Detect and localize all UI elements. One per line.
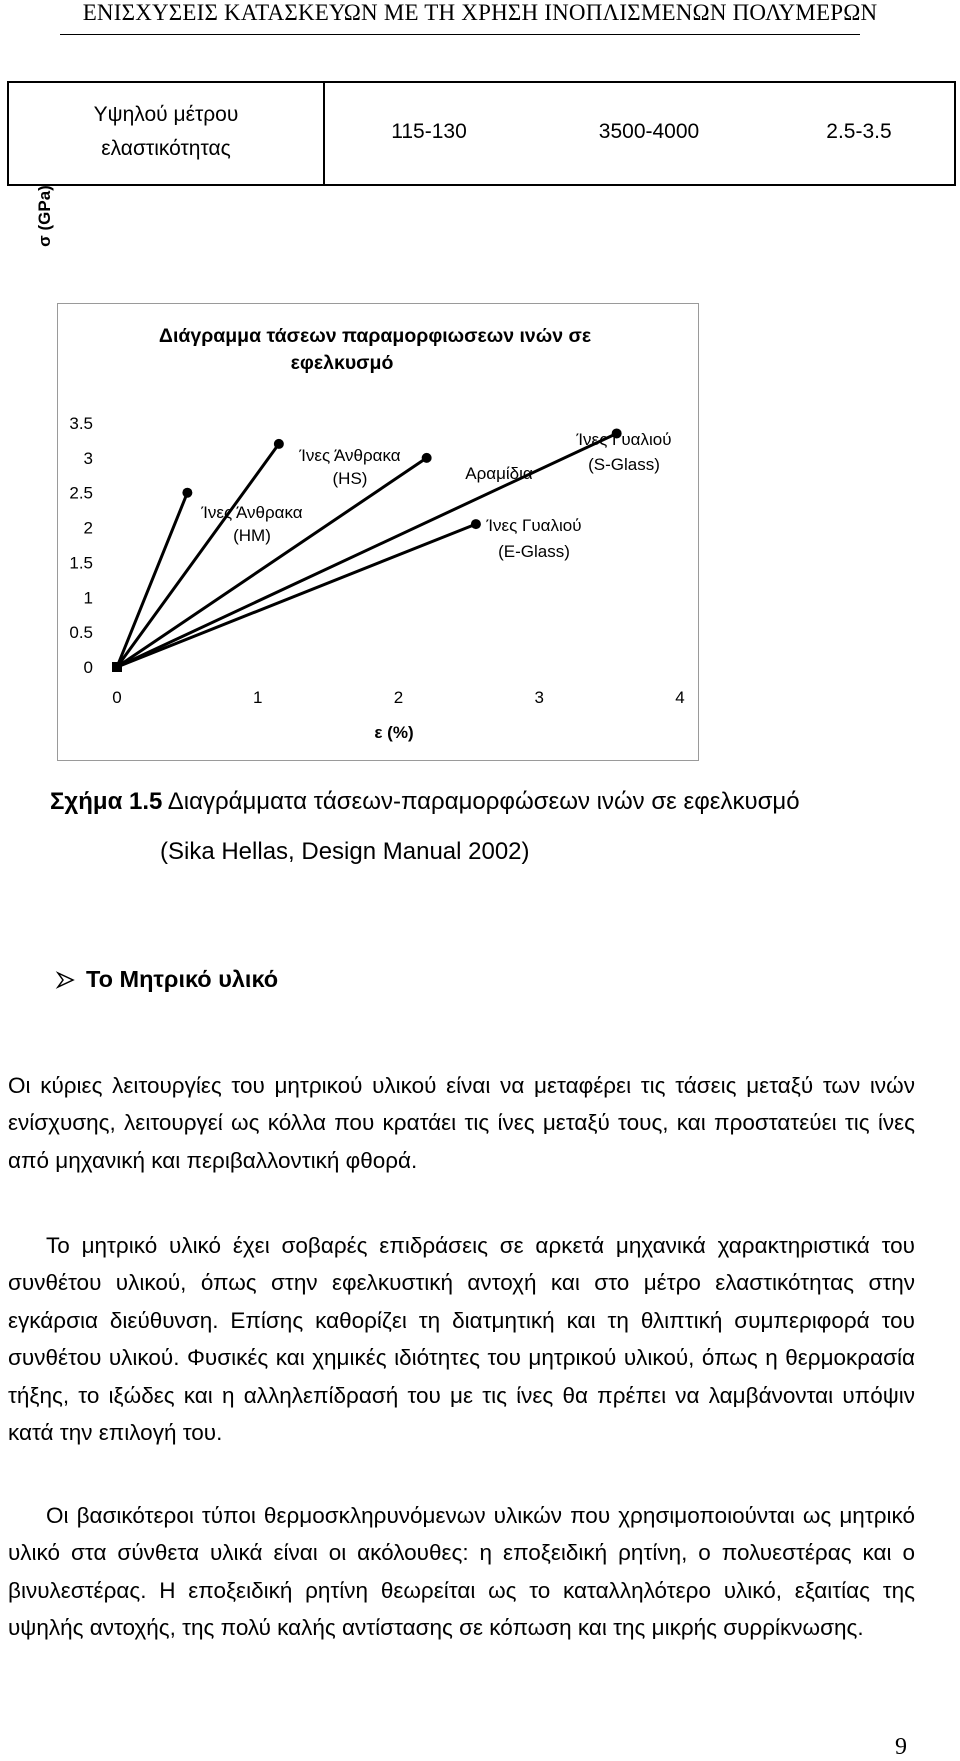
table-cell-ultimate-strain: 2.5-3.5 [826, 120, 892, 143]
chart-x-ticks [112, 688, 684, 707]
paragraph-1: Οι κύριες λειτουργίες του μητρικού υλικού είναι να μεταφέρει τις τάσεις μεταξύ των ινών ενίσχυσης, λειτουργεί ως κόλλα που κρατάει τις ίνες μεταξύ τους, και προστατεύει τις ίνες από μηχανική και περιβαλλοντική φθορά. [8, 1073, 915, 1173]
figure-caption-text: Διαγράμματα τάσεων-παραμορφώσεων ινών σε εφελκυσμό [167, 788, 800, 815]
x-tick-label: 0 [112, 688, 122, 707]
y-tick-label: 2 [83, 518, 93, 538]
paragraph-3: Οι βασικότεροι τύποι θερμοσκληρυνόμενων υλικών που χρησιμοποιούνται ως μητρικό υλικό στα σύνθετα υλικά είναι οι ακόλουθες: η εποξειδική ρητίνη, ο πολυεστέρας και ο βινυλεστέρας. Η εποξειδική ρητίνη θεωρείται ως το καταλληλότερο υλικό, εξαιτίας της υψηλής αντοχής, της πολύ καλής αντίστασης σε κόπωση και της μικρής συρρίκνωσης. [8, 1503, 915, 1641]
y-tick-label: 0 [83, 658, 93, 677]
y-tick-label: 3.5 [69, 414, 93, 433]
section-bullet-icon [56, 970, 76, 995]
y-tick-label: 1.5 [69, 553, 93, 573]
series-label-line1: Ίνες Άνθρακα [299, 446, 401, 465]
series-end-marker [182, 488, 192, 498]
series-label-line1: Ίνες Γυαλιού [486, 516, 582, 535]
y-tick-label: 0.5 [69, 623, 93, 643]
series-line [117, 493, 187, 667]
table-label-line1: Υψηλού μέτρου [93, 103, 239, 126]
y-tick-label: 3 [83, 448, 93, 468]
series-end-marker [274, 439, 284, 449]
chart-y-ticks [69, 414, 93, 677]
x-tick-label: 1 [253, 688, 263, 707]
series-label-line2: (HS) [332, 469, 368, 488]
chart-x-axis-label: ε (%) [374, 723, 414, 742]
table-cell-label [9, 83, 325, 184]
series-label-line2: (HM) [233, 526, 271, 545]
x-tick-label: 3 [534, 688, 544, 707]
section-title: Το Μητρικό υλικό [86, 966, 279, 992]
table-cell-tensile-modulus: 115-130 [391, 120, 467, 143]
series-label-line2: (E-Glass) [498, 542, 570, 561]
figure-caption [50, 788, 800, 816]
chart-title-line1: Διάγραμμα τάσεων παραμορφιωσεων ινών σε [158, 325, 592, 347]
series-start-marker [112, 662, 122, 672]
table-label-line2: ελαστικότητας [101, 137, 231, 160]
figure-source: (Sika Hellas, Design Manual 2002) [160, 838, 530, 865]
x-tick-label: 2 [393, 688, 404, 707]
properties-table-row [7, 81, 956, 186]
header-rule [60, 34, 860, 35]
table-cell-tensile-strength: 3500-4000 [598, 120, 700, 143]
figure-caption-label: Σχήμα 1.5 [50, 788, 163, 815]
y-tick-label: 2.5 [69, 483, 93, 503]
running-header: ΕΝΙΣΧΥΣΕΙΣ ΚΑΤΑΣΚΕΥΩΝ ΜΕ ΤΗ ΧΡΗΣΗ ΙΝΟΠΛΙΣΜΕΝΩΝ ΠΟΛΥΜΕΡΩΝ [82, 0, 878, 25]
series-label-line1: Ίνες Άνθρακα [201, 503, 303, 522]
series-end-marker [471, 519, 481, 529]
page-number: 9 [895, 1734, 907, 1760]
series-label-line2: (S-Glass) [588, 455, 660, 474]
y-tick-label: 1 [83, 588, 93, 608]
paragraph-2: Το μητρικό υλικό έχει σοβαρές επιδράσεις σε αρκετά μηχανικά χαρακτηριστικά του συνθέτου υλικού, όπως στην εφελκυστική αντοχή και στο μέτρο ελαστικότητας στην εγκάρσια διεύθυνση. Επίσης καθορίζει τη διατμητική και τη θλιπτική συμπεριφορά του συνθέτου υλικού. Φυσικές και χημικές ιδιότητες του μητρικού υλικού, όπως η θερμοκρασία τήξης, το ιξώδες και η αλληλεπίδρασή του με τις ίνες θα πρέπει να λαμβάνονται υπόψιν κατά την επιλογή του. [8, 1233, 915, 1446]
chart-title-line2: εφελκυσμό [290, 352, 394, 374]
series-label-line1: Αραμίδια [465, 464, 533, 483]
x-tick-label: 4 [675, 688, 685, 707]
chart-y-axis-label: σ (GPa) [35, 185, 54, 247]
stress-strain-chart [0, 185, 960, 770]
series-end-marker [422, 453, 432, 463]
series-label-line1: Ίνες Γυαλιού [576, 430, 672, 449]
